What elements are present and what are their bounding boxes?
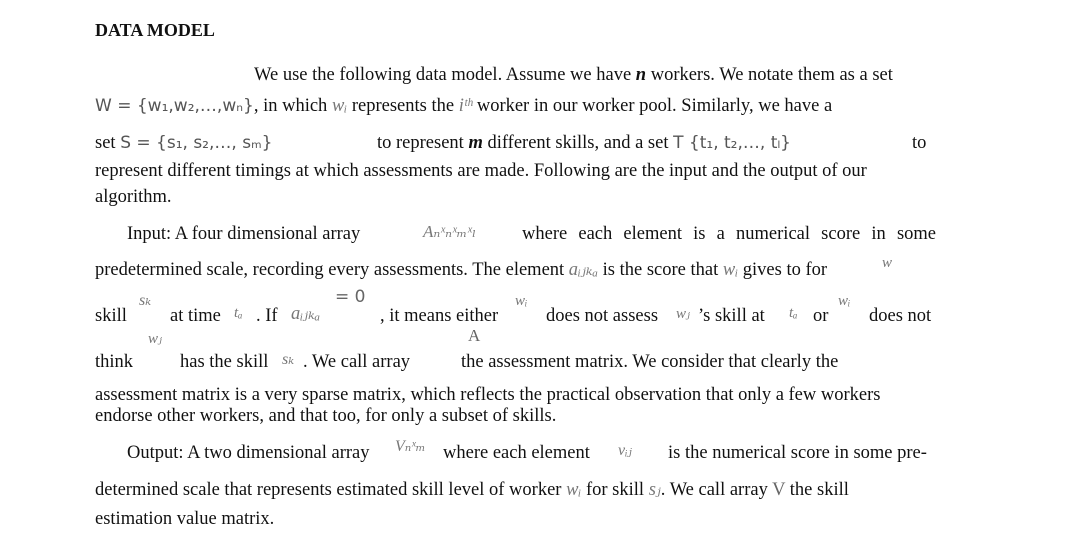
math-worker-set: W = {w₁,w₂,…,wₙ}: [95, 96, 254, 116]
p3-line-2: [95, 479, 849, 501]
p2-at-time: at time: [170, 306, 221, 326]
math-sk-2: sₖ: [282, 351, 295, 368]
p1-text: workers. We notate them as a set: [646, 65, 893, 85]
math-time-set: T {t₁, t₂,…, tₗ}: [673, 133, 791, 153]
math-sk: sₖ: [139, 292, 152, 309]
p2-line-2: [95, 259, 827, 281]
math-wj: wⱼ: [676, 306, 690, 322]
math-wi: wᵢ: [566, 480, 582, 500]
math-wi-3: wᵢ: [838, 293, 851, 309]
p1-line-4: represent different timings at which assessments are made. Following are the input and the output of our: [95, 161, 867, 181]
p1-line-3b: [377, 132, 791, 154]
var-n: n: [635, 65, 647, 85]
p2-line-1: [127, 223, 360, 245]
math-skill-set: S = {s₁, s₂,…, sₘ}: [120, 133, 273, 153]
math-tq-2: tₐ: [789, 305, 798, 321]
p2-does-not: does not: [869, 306, 932, 326]
p3-line-1c: is the numerical score in some pre-: [668, 443, 927, 463]
p1-text: We use the following data model. Assume we have: [254, 65, 636, 85]
math-wi: wᵢ: [331, 96, 348, 116]
math-vij: vᵢⱼ: [618, 442, 632, 459]
p1-text: represents the: [347, 96, 459, 116]
p2-line-1b: where each element is a numerical score in some: [522, 224, 936, 244]
p1-line-1: [254, 64, 893, 86]
math-a-ijkq: aᵢⱼₖₐ: [568, 260, 599, 280]
math-wj-over: w: [882, 255, 893, 271]
p2-text: is the score that: [598, 260, 723, 280]
p2-has-skill: has the skill: [180, 352, 269, 372]
math-ith: iᵗʰ: [458, 96, 473, 116]
p2-text: gives: [738, 260, 787, 280]
p1-text: set: [95, 133, 121, 153]
p3-text: for skill: [581, 480, 649, 500]
p2-text: predetermined scale, recording every assessments. The element: [95, 260, 569, 280]
p1-line-3-end: [912, 132, 926, 154]
p2-line-6: endorse other workers, and that too, for only a subset of skills.: [95, 406, 557, 426]
p1-line-2: [95, 95, 832, 117]
p2-skill: skill: [95, 306, 127, 326]
math-sj: sⱼ: [648, 480, 661, 500]
math-tq: tₐ: [234, 305, 243, 321]
p3-line-1a: Output: A two dimensional array: [127, 443, 370, 463]
p2-text: Input: A four dimensional array: [127, 224, 361, 244]
p3-line-1b: where each element: [443, 443, 590, 463]
p1-text: , in which: [253, 96, 332, 116]
p3-text: determined scale that represents estimated skill level of worker: [95, 480, 567, 500]
math-V: V: [772, 480, 786, 500]
p2-think: think: [95, 352, 134, 372]
var-m: m: [468, 133, 483, 153]
p2-call: . We call array: [303, 352, 411, 372]
math-wi: wᵢ: [722, 260, 739, 280]
math-wj-below: wⱼ: [148, 331, 162, 347]
section-heading: DATA MODEL: [95, 20, 215, 40]
p1-line-3: [95, 132, 272, 154]
math-a-eq: aᵢⱼₖₐ: [291, 304, 321, 324]
math-array-A: Aₙˣₙˣₘˣₗ: [423, 222, 477, 241]
p1-text: different skills, and a set: [482, 133, 674, 153]
p3-line-3: estimation value matrix.: [95, 509, 275, 529]
p3-text: the skill: [785, 480, 849, 500]
p2-not-assess: does not assess: [546, 306, 659, 326]
p2-or: or: [813, 306, 829, 326]
p1-text: worker in our worker pool. Similarly, we have a: [472, 96, 833, 116]
p3-text: . We call array: [660, 480, 773, 500]
p2-if: . If: [256, 306, 278, 326]
math-A-small: A: [468, 326, 481, 345]
p1-line-5: algorithm.: [95, 187, 172, 207]
p2-means: , it means either: [380, 306, 499, 326]
p2-assess-matrix: the assessment matrix. We consider that clearly the: [461, 352, 839, 372]
p2-line-5: assessment matrix is a very sparse matrix, which reflects the practical observation that only a few workers: [95, 385, 881, 405]
math-eq-zero: = 0: [335, 287, 366, 307]
p1-text: to: [912, 133, 927, 153]
p2-text: to for: [786, 260, 828, 280]
math-wi-2: wᵢ: [515, 293, 528, 309]
math-array-V: Vₙˣₘ: [395, 438, 426, 455]
p1-text: to represent: [377, 133, 469, 153]
p2-skill-at: ’s skill at: [698, 306, 765, 326]
